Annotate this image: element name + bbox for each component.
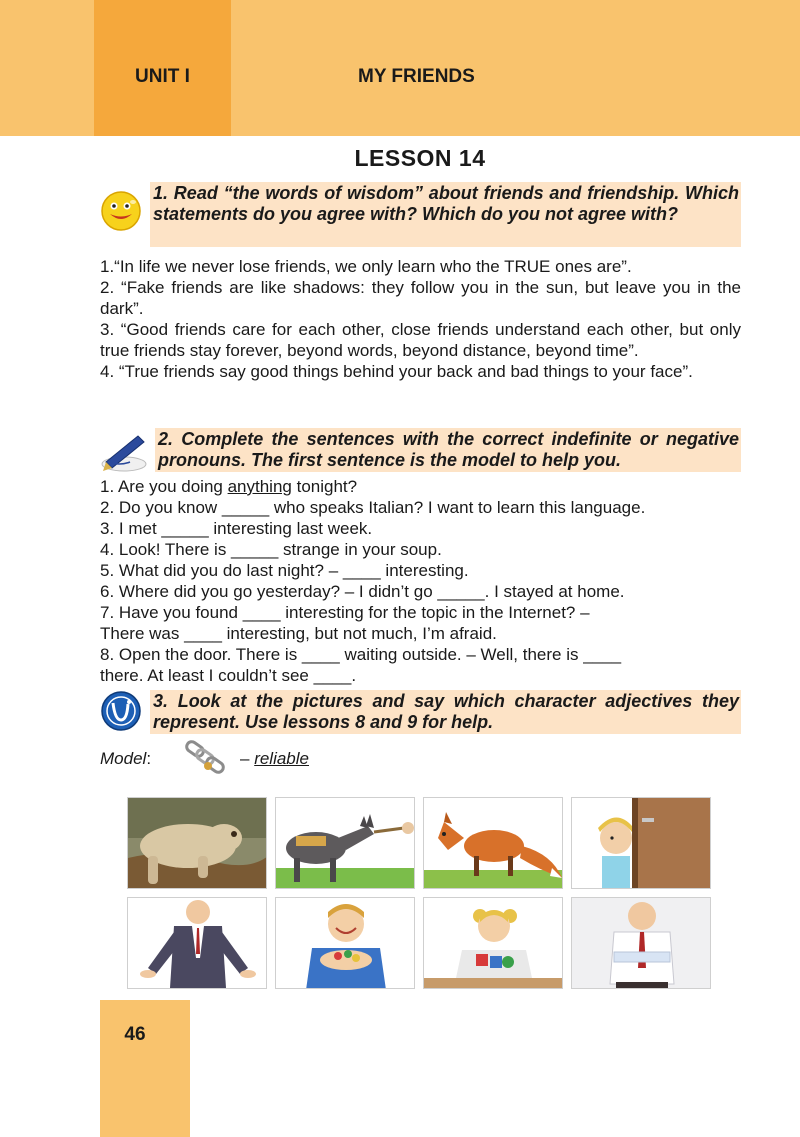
- exercise2-instruction: 2. Complete the sentences with the correct indefinite or negative pronouns. The first sentence is the model to help you.: [155, 428, 741, 472]
- fox-icon: [424, 798, 563, 889]
- girl-with-toys-icon: [424, 898, 563, 989]
- boy-with-sweets-icon: [276, 898, 415, 989]
- sentence-1-start: 1. Are you doing: [100, 477, 228, 496]
- model-word: reliable: [254, 749, 309, 768]
- picture-shrugging-man: [127, 897, 267, 989]
- exercise3-instruction: 3. Look at the pictures and say which character adjectives they represent. Use lessons 8 and 9 for help.: [150, 690, 741, 734]
- picture-generous-boy: [275, 897, 415, 989]
- model-answer: anything: [227, 477, 292, 496]
- exercise2-sentences: [100, 476, 760, 686]
- girl-behind-door-icon: [572, 798, 711, 889]
- page-number: 46: [124, 1024, 146, 1045]
- donkey-icon: [276, 798, 415, 889]
- picture-greedy-girl: [423, 897, 563, 989]
- picture-sleeping-bear: [127, 797, 267, 889]
- sentence-7-cont: There was ____ interesting, but not much, I’m afraid.: [100, 624, 497, 643]
- man-arms-crossed-icon: [572, 898, 711, 989]
- sentence-1: [100, 476, 760, 497]
- sentence-2: 2. Do you know _____ who speaks Italian? I want to learn this language.: [100, 498, 646, 517]
- unit-label: UNIT I: [135, 66, 190, 87]
- speaking-icon: [100, 690, 142, 732]
- smiley-icon: [100, 190, 142, 232]
- quote-2: 2. “Fake friends are like shadows: they follow you in the sun, but leave you in the dark”.: [100, 278, 741, 318]
- exercise1-quotes: [100, 256, 741, 382]
- picture-sly-fox: [423, 797, 563, 889]
- quote-4: 4. “True friends say good things behind your back and bad things to your face”.: [100, 362, 693, 381]
- bear-icon: [128, 798, 267, 889]
- sentence-8: 8. Open the door. There is ____ waiting outside. – Well, there is ____: [100, 645, 622, 664]
- sentence-8-cont: there. At least I couldn’t see ____.: [100, 666, 357, 685]
- lesson-title: LESSON 14: [354, 145, 486, 171]
- picture-arrogant-man: [571, 897, 711, 989]
- pen-icon: [100, 432, 150, 474]
- sentence-1-end: tonight?: [291, 477, 358, 496]
- sentence-6: 6. Where did you go yesterday? – I didn’t go _____. I stayed at home.: [100, 582, 625, 601]
- model-line: [100, 749, 151, 769]
- sentence-4: 4. Look! There is _____ strange in your soup.: [100, 540, 442, 559]
- picture-stubborn-donkey: [275, 797, 415, 889]
- quote-1: 1.“In life we never lose friends, we only learn who the TRUE ones are”.: [100, 257, 632, 276]
- exercise1-instruction: 1. Read “the words of wisdom” about friends and friendship. Which statements do you agree with? Which do you not agree with?: [150, 182, 741, 247]
- sentence-3: 3. I met _____ interesting last week.: [100, 519, 373, 538]
- sentence-7: 7. Have you found ____ interesting for the topic in the Internet? –: [100, 603, 590, 622]
- footer-band: [100, 1000, 190, 1137]
- chain-link-icon: [182, 740, 228, 776]
- man-suit-icon: [128, 898, 267, 989]
- quote-3: 3. “Good friends care for each other, close friends understand each other, but only true friends stay forever, beyond words, beyond distance, beyond time”.: [100, 320, 741, 360]
- model-dash: –: [240, 749, 255, 768]
- model-answer-line: [240, 749, 309, 769]
- model-label: Model: [100, 749, 147, 768]
- model-colon: :: [146, 749, 152, 768]
- topic-label: MY FRIENDS: [358, 66, 475, 87]
- sentence-5: 5. What did you do last night? – ____ interesting.: [100, 561, 469, 580]
- picture-shy-girl: [571, 797, 711, 889]
